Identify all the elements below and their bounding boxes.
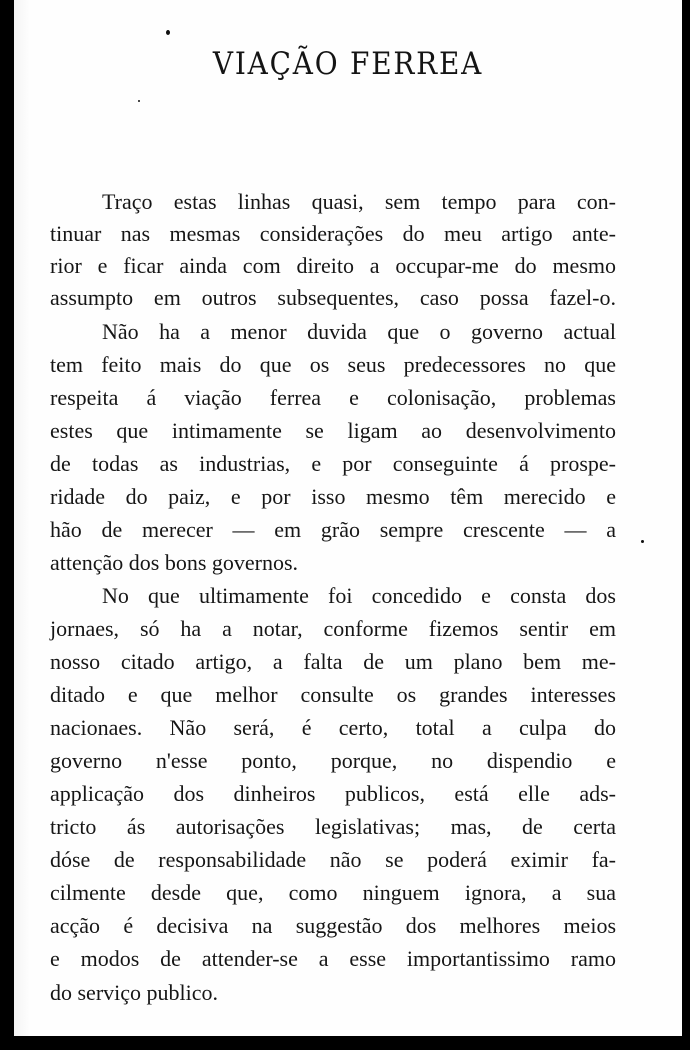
text-line: ditado e que melhor consulte os grandes interesses bbox=[50, 682, 616, 707]
page-title: VIAÇÃO FERREA bbox=[212, 46, 484, 82]
book-page bbox=[14, 0, 682, 1036]
text-line: rior e ficar ainda com direito a occupar-me do mesmo bbox=[50, 253, 616, 278]
text-line: e modos de attender-se a esse importantissimo ramo bbox=[50, 946, 616, 971]
text-line: hão de merecer — em grão sempre crescente — a bbox=[50, 517, 616, 542]
text-line: tricto ás autorisações legislativas; mas, de certa bbox=[50, 814, 616, 839]
text-line: applicação dos dinheiros publicos, está elle ads- bbox=[50, 781, 616, 806]
text-line: acção é decisiva na suggestão dos melhores meios bbox=[50, 913, 616, 938]
text-line: do serviço publico. bbox=[50, 980, 219, 1005]
text-line: Traço estas linhas quasi, sem tempo para con- bbox=[102, 189, 616, 214]
text-line: jornaes, só ha a notar, conforme fizemos sentir em bbox=[50, 616, 616, 641]
page-binding-edge bbox=[14, 0, 30, 1036]
text-line: de todas as industrias, e por conseguinte á prospe- bbox=[50, 451, 616, 476]
text-line: estes que intimamente se ligam ao desenvolvimento bbox=[50, 418, 616, 443]
text-line: ridade do paiz, e por isso mesmo têm merecido e bbox=[50, 484, 616, 509]
ink-speck bbox=[641, 540, 644, 543]
text-line: nosso citado artigo, a falta de um plano bem me- bbox=[50, 649, 616, 674]
text-line: cilmente desde que, como ninguem ignora, a sua bbox=[50, 880, 616, 905]
ink-speck bbox=[138, 100, 140, 102]
text-line: dóse de responsabilidade não se poderá eximir fa- bbox=[50, 847, 616, 872]
text-line: tinuar nas mesmas considerações do meu artigo ante- bbox=[50, 221, 616, 246]
text-line: nacionaes. Não será, é certo, total a culpa do bbox=[50, 715, 616, 740]
text-line: attenção dos bons governos. bbox=[50, 550, 299, 575]
text-line: governo n'esse ponto, porque, no dispendio e bbox=[50, 748, 616, 773]
text-line: Não ha a menor duvida que o governo actual bbox=[102, 319, 616, 344]
text-line: tem feito mais do que os seus predecessores no que bbox=[50, 352, 616, 377]
text-line: respeita á viação ferrea e colonisação, problemas bbox=[50, 385, 616, 410]
text-line: No que ultimamente foi concedido e consta dos bbox=[102, 583, 616, 608]
ink-speck bbox=[166, 30, 170, 35]
text-line: assumpto em outros subsequentes, caso possa fazel-o. bbox=[50, 285, 616, 310]
